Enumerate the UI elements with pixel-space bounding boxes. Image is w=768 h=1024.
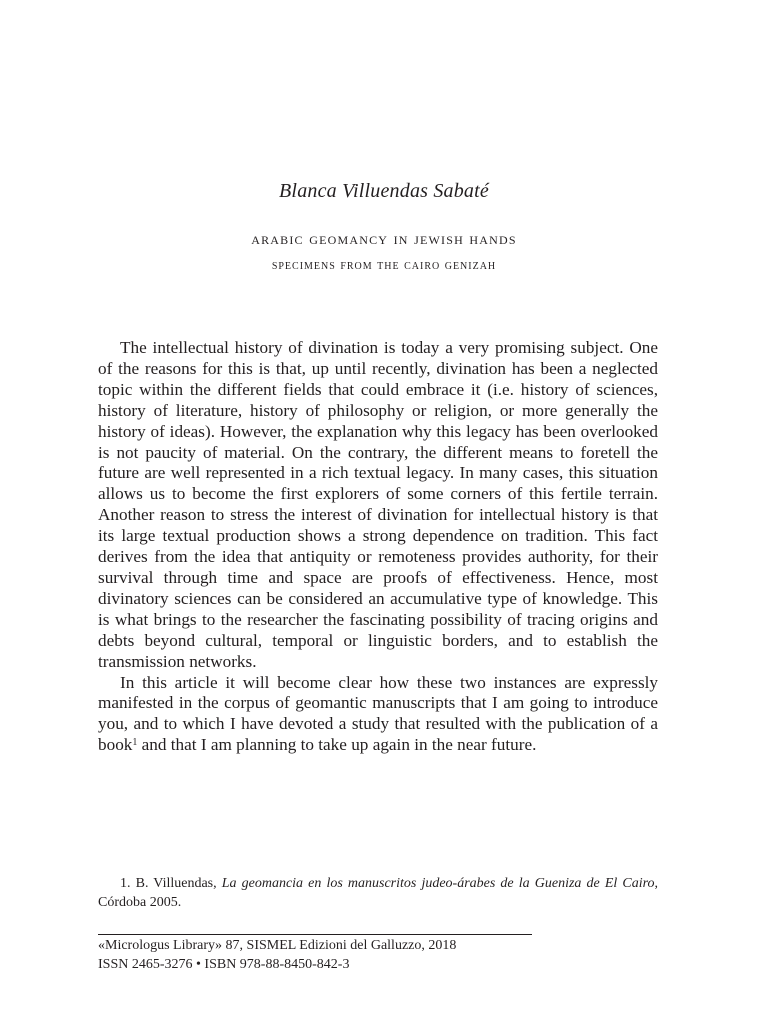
author-name: Blanca Villuendas Sabaté — [279, 180, 489, 202]
footnote-place-year: , Córdoba 2005. — [98, 876, 659, 910]
article-subtitle: specimens from the cairo genizah — [271, 258, 497, 273]
footnote-work-title: La geomancia en los manuscritos judeo-árabes de la Gueniza de El Cairo — [221, 876, 655, 891]
footnote-author: B. Villuendas, — [135, 876, 217, 891]
body-paragraph-2 — [98, 673, 658, 757]
footnote-number: 1. — [120, 876, 131, 891]
article-title: arabic geomancy in jewish hands — [251, 229, 517, 248]
imprint-isbn-line: ISSN 2465-3276 • ISBN 978-88-8450-842-3 — [98, 957, 350, 972]
imprint-series-line: «Micrologus Library» 87, SISMEL Edizioni del Galluzzo, 2018 — [98, 938, 457, 953]
article-body — [98, 338, 658, 756]
body-paragraph-1: The intellectual history of divination is today a very promising subject. One of the reasons for this is that, up until recently, divination has been a neglected topic within the different fields that could embrace it (i.e. history of sciences, history of literature, history of philosophy or religion, or more generally the history of ideas). However, the explanation why this legacy has been overlooked is not paucity of material. On the contrary, the different means to foretell the future are well represented in a rich textual legacy. In many cases, this situation allows us to become the first explorers of some corners of this fertile terrain. Another reason to stress the interest of divination for intellectual history is that its large textual production shows a strong dependence on tradition. This fact derives from the idea that antiquity or remoteness provides authority, for their survival through time and space are proofs of effectiveness. Hence, most divinatory sciences can be considered an accumulative type of knowledge. This is what brings to the researcher the fascinating possibility of tracing origins and debts beyond cultural, temporal or linguistic borders, and to establish the transmission networks. — [98, 338, 658, 671]
paragraph-2-text-end: and that I am planning to take up again in the near future. — [137, 735, 537, 755]
footnote — [98, 874, 658, 912]
footnote-marker: 1 — [132, 737, 138, 749]
imprint-divider — [98, 934, 532, 935]
paragraph-2-text: In this article it will become clear how these two instances are expressly manifested in the corpus of geomantic manuscripts that I am going to introduce you, and to which I have devoted a study that resulted with the publication of a book — [98, 672, 658, 755]
imprint — [98, 936, 658, 974]
